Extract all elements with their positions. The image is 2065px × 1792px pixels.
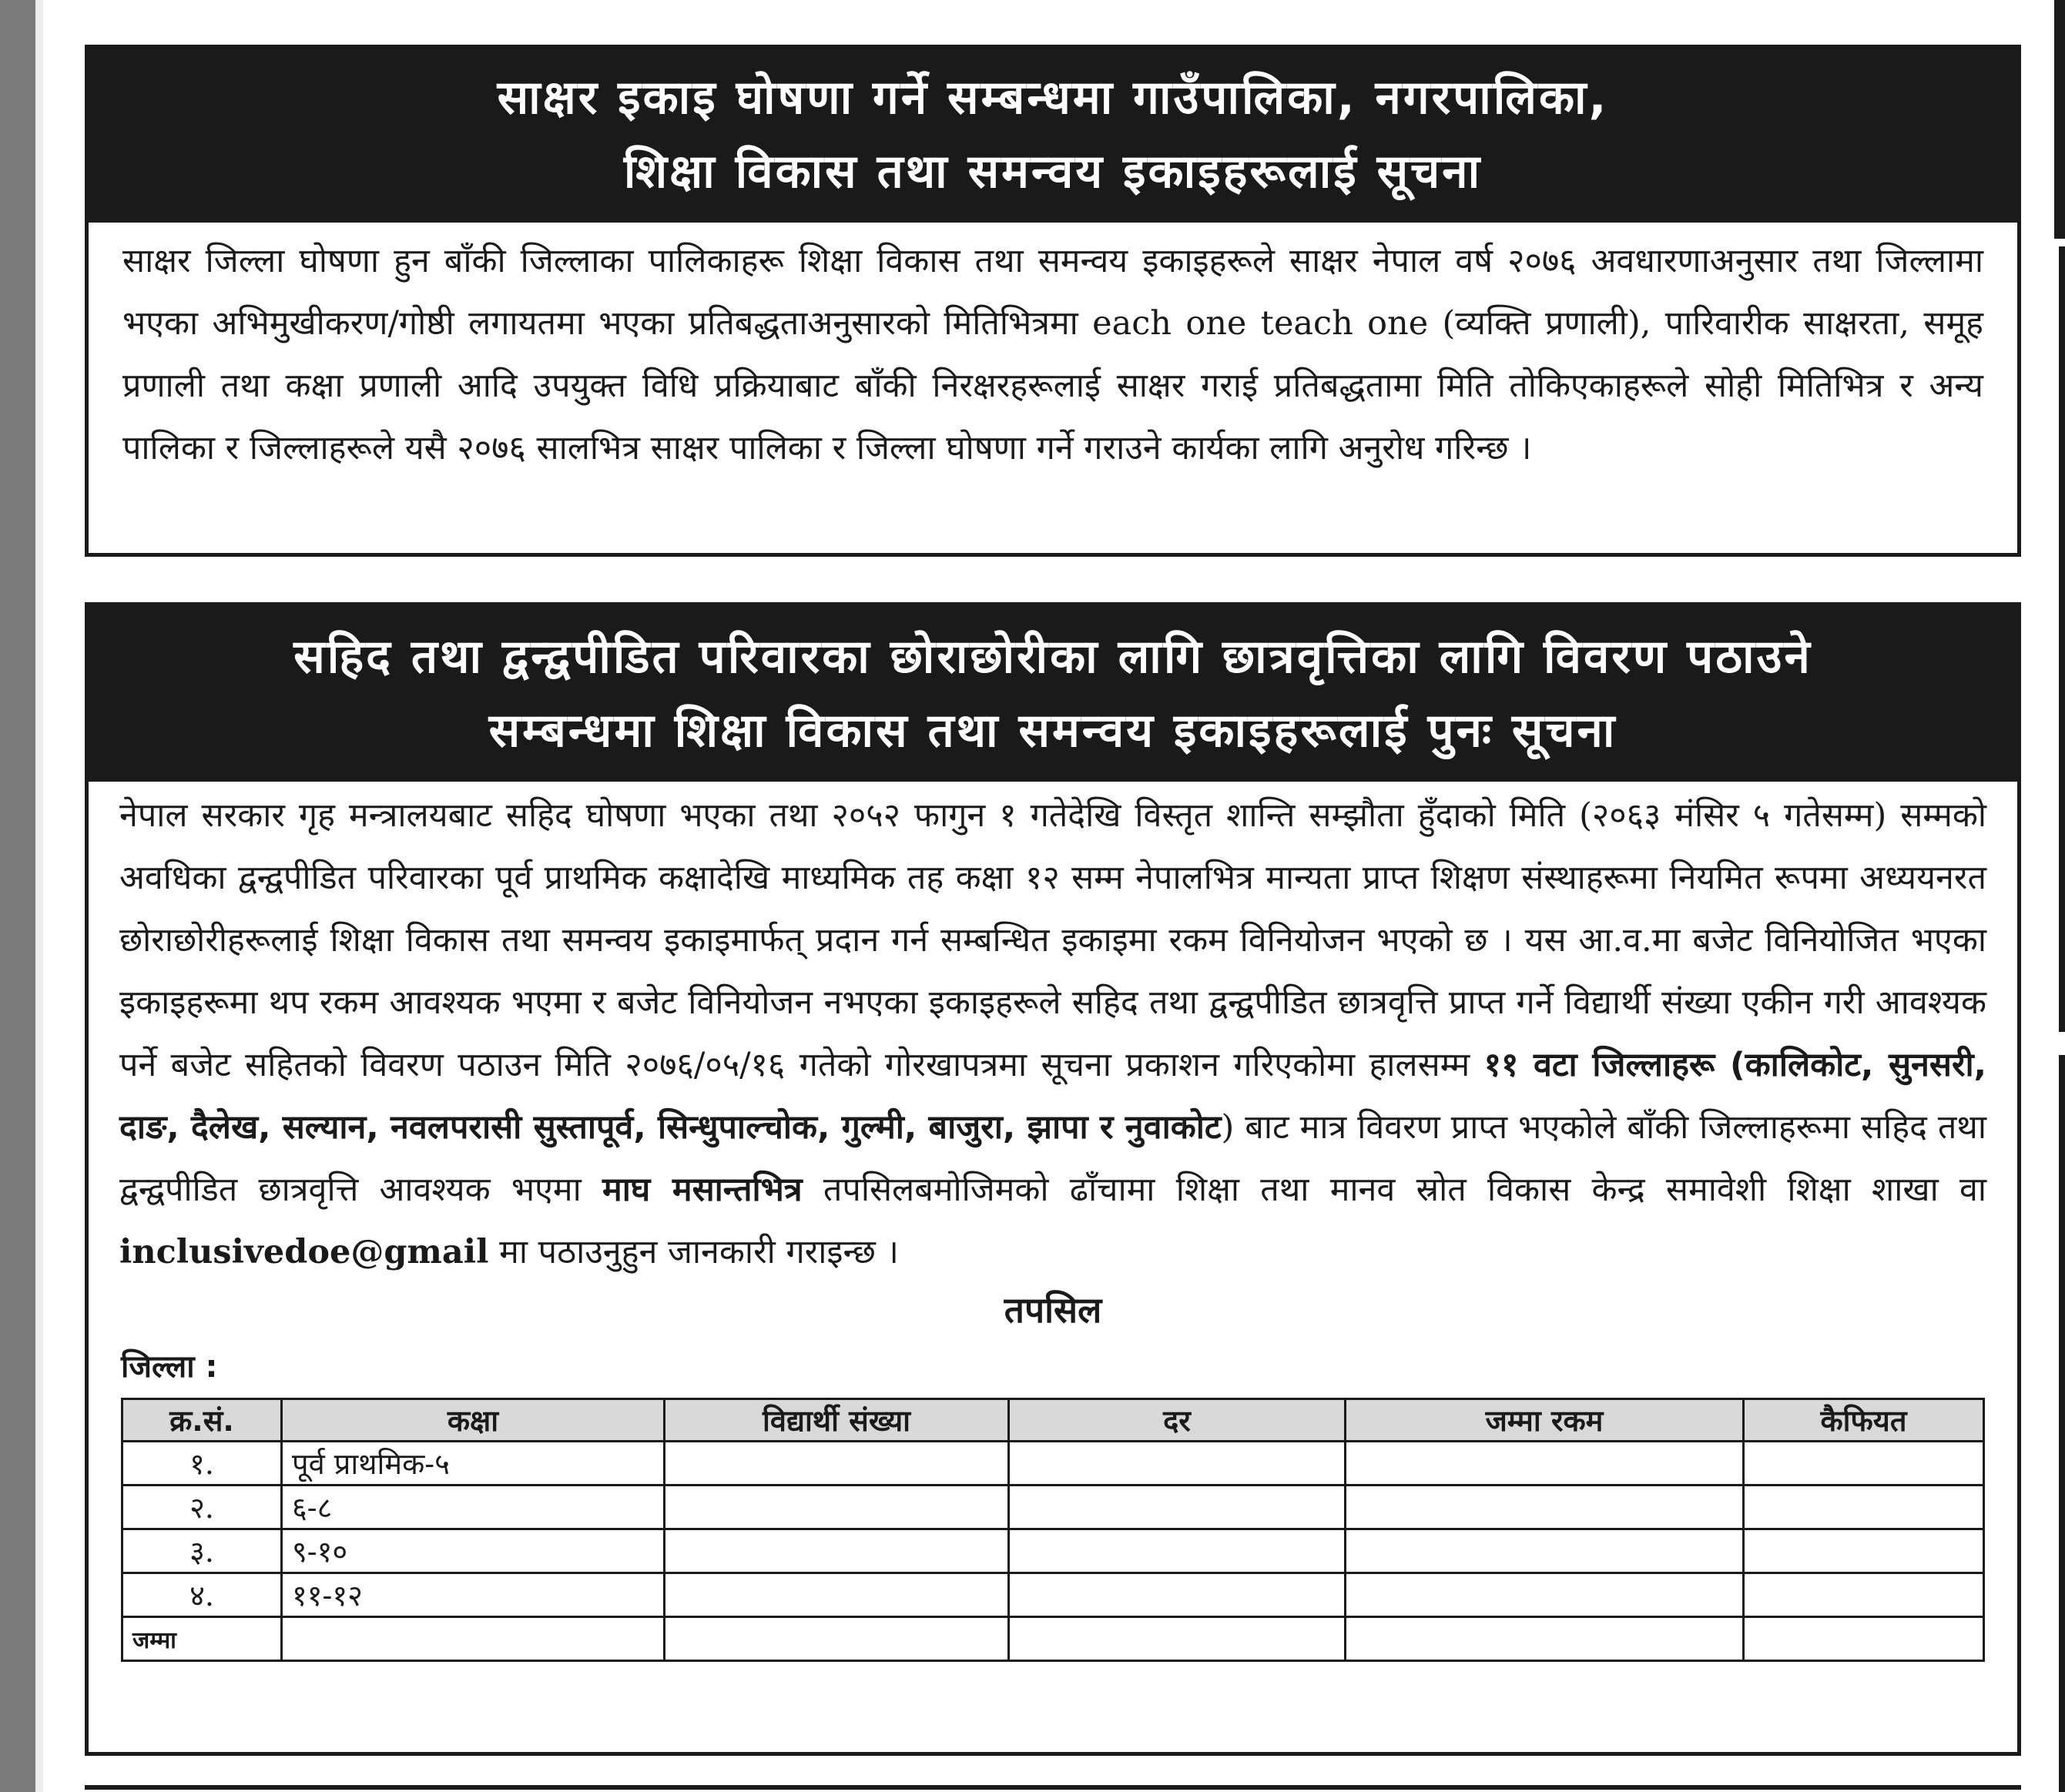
empty-cell [665, 1442, 1009, 1486]
notice-title-line-2: सम्बन्धमा शिक्षा विकास तथा समन्वय इकाइहरूलाई पुनः सूचना [488, 704, 1617, 758]
class-cell: पूर्व प्राथमिक-५ [282, 1442, 665, 1486]
empty-cell [1009, 1529, 1346, 1573]
column-header: विद्यार्थी संख्या [665, 1399, 1009, 1442]
table-row [122, 1486, 1984, 1529]
empty-cell [1009, 1617, 1346, 1661]
serial-number-cell: ४. [122, 1573, 282, 1617]
literacy-notice-box [85, 45, 2021, 557]
empty-cell [665, 1529, 1009, 1573]
empty-cell [1744, 1617, 1984, 1661]
notice-body: साक्षर जिल्ला घोषणा हुन बाँकी जिल्लाका पालिकाहरू शिक्षा विकास तथा समन्वय इकाइहरूले साक्षर नेपाल वर्ष २०७६ अवधारणाअनुसार तथा जिल्लामा भएका अभिमुखीकरण/गोष्ठी लगायतमा भएका प्रतिबद्धताअनुसारको मितिभित्रमा each one teach one (व्यक्ति प्रणाली), पारिवारीक साक्षरता, समूह प्रणाली तथा कक्षा प्रणाली आदि उपयुक्त विधि प्रक्रियाबाट बाँकी निरक्षरहरूलाई साक्षर गराई प्रतिबद्धतामा मिति तोकिएकाहरूले सोही मितिभित्र र अन्य पालिका र जिल्लाहरूले यसै २०७६ सालभित्र साक्षर पालिका र जिल्ला घोषणा गर्ने गराउने कार्यका लागि अनुरोध गरिन्छ । [122, 242, 1983, 467]
serial-number-cell: २. [122, 1486, 282, 1529]
empty-cell [1744, 1529, 1984, 1573]
empty-cell [665, 1486, 1009, 1529]
table-row [122, 1573, 1984, 1617]
empty-cell [1346, 1573, 1744, 1617]
column-header: दर [1009, 1399, 1346, 1442]
left-margin-bar [0, 0, 35, 1792]
column-header: जम्मा रकम [1346, 1399, 1744, 1442]
empty-cell [1346, 1442, 1744, 1486]
empty-cell [1009, 1573, 1346, 1617]
empty-cell [1346, 1486, 1744, 1529]
empty-cell [1744, 1442, 1984, 1486]
column-header: कक्षा [282, 1399, 665, 1442]
body-text-segment: तपसिलबमोजिमको ढाँचामा शिक्षा तथा मानव स्रोत विकास केन्द्र समावेशी शिक्षा शाखा वा [823, 1171, 1987, 1209]
column-header: कैफियत [1744, 1399, 1984, 1442]
email-address: inclusivedoe@gmail [119, 1233, 489, 1271]
body-text-segment: नेपाल सरकार गृह मन्त्रालयबाट सहिद घोषणा भएका तथा २०५२ फागुन १ गतेदेखि विस्तृत शान्ति सम्झौता हुँदाको मिति (२०६३ मंसिर ५ गतेसम्म) सम्मको अवधिका द्वन्द्वपीडित परिवारका पूर्व प्राथमिक कक्षादेखि माध्यमिक तह कक्षा १२ सम्म नेपालभित्र मान्यता प्राप्त शिक्षण संस्थाहरूमा नियमित रूपमा अध्ययनरत छोराछोरीहरूलाई शिक्षा विकास तथा समन्वय इकाइमार्फत् प्रदान गर्न सम्बन्धित इकाइमा रकम विनियोजन भएको छ । यस आ.व.मा बजेट विनियोजित भएका इकाइहरूमा थप रकम आवश्यक भएमा र बजेट विनियोजन नभएका इकाइहरूले सहिद तथा द्वन्द्वपीडित छात्रवृत्ति प्राप्त गर्ने विद्यार्थी संख्या एकीन गरी आवश्यक पर्ने बजेट सहितको विवरण पठाउन मिति २०७६/०५/१६ गतेको गोरखापत्रमा सूचना प्रकाशन गरिएकोमा हालसम्म [119, 796, 1986, 1084]
empty-cell [665, 1573, 1009, 1617]
class-cell: ९-१० [282, 1529, 665, 1573]
left-margin-edge [35, 0, 43, 1792]
schedule-title: तपसिल [1004, 1289, 1102, 1331]
notice-header [89, 606, 2017, 782]
right-margin-rule [2059, 246, 2065, 1032]
right-margin-rule [2054, 0, 2065, 239]
empty-cell [1744, 1486, 1984, 1529]
empty-cell [1346, 1529, 1744, 1573]
notice-title-line-1: सहिद तथा द्वन्द्वपीडित परिवारका छोराछोरीका लागि छात्रवृत्तिका लागि विवरण पठाउने [293, 630, 1812, 684]
schedule-table [121, 1398, 1985, 1662]
empty-cell [282, 1617, 665, 1661]
notice-title-line-2: शिक्षा विकास तथा समन्वय इकाइहरूलाई सूचना [623, 145, 1483, 199]
class-cell: ११-१२ [282, 1573, 665, 1617]
empty-cell [665, 1617, 1009, 1661]
highlighted-deadline: माघ मसान्तभित्र [602, 1171, 803, 1209]
empty-cell [1009, 1442, 1346, 1486]
notice-header [89, 49, 2017, 223]
serial-number-cell: १. [122, 1442, 282, 1486]
empty-cell [1009, 1486, 1346, 1529]
total-label-cell: जम्मा [122, 1617, 282, 1661]
scholarship-notice-box [85, 602, 2021, 1756]
table-row [122, 1442, 1984, 1486]
notice-body [89, 782, 2017, 1284]
empty-cell [1346, 1617, 1744, 1661]
table-row [122, 1529, 1984, 1573]
right-margin-rule [2059, 1055, 2065, 1792]
highlighted-districts: ११ वटा जिल्लाहरू (कालिकोट, सुनसरी, दाङ, दैलेख, सल्यान, नवलपरासी सुस्तापूर्व, सिन्धुपाल्चोक, गुल्मी, बाजुरा, झापा र नुवाकोट [119, 1046, 1987, 1147]
bottom-rule [85, 1785, 2021, 1790]
table-total-row [122, 1617, 1984, 1661]
table-header-row [122, 1399, 1984, 1442]
notice-title-line-1: साक्षर इकाइ घोषणा गर्ने सम्बन्धमा गाउँपालिका, नगरपालिका, [497, 71, 1609, 125]
body-text-segment: मा पठाउनुहुन जानकारी गराइन्छ । [499, 1233, 899, 1271]
class-cell: ६-८ [282, 1486, 665, 1529]
serial-number-cell: ३. [122, 1529, 282, 1573]
column-header: क्र.सं. [122, 1399, 282, 1442]
empty-cell [1744, 1573, 1984, 1617]
body-text-segment: ) बाट मात्र विवरण प्राप्त भएकोले बाँकी जिल्लाहरूमा सहिद तथा द्वन्द्वपीडित छात्रवृत्ति आवश्यक भएमा [119, 1108, 1987, 1209]
district-label: जिल्ला : [121, 1349, 218, 1385]
